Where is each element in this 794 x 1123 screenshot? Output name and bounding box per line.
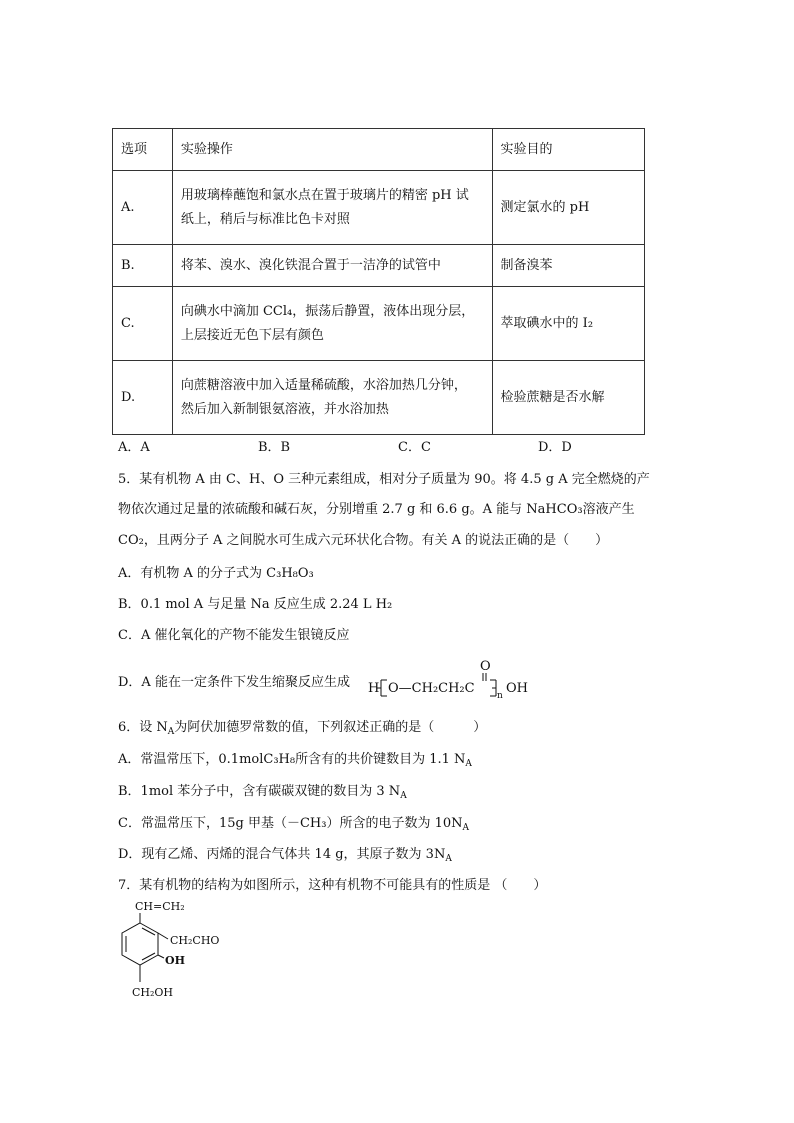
operation-line: 向碘水中滴加 CCl₄，振荡后静置，液体出现分层， xyxy=(180,303,475,319)
label-aldehyde: CH₂CHO xyxy=(170,934,220,947)
polymer-formula xyxy=(368,656,538,702)
header-operation: 实验操作 xyxy=(172,129,492,171)
label-hydroxyl: OH xyxy=(165,954,185,967)
operation-line: 上层接近无色下层有颜色 xyxy=(180,327,324,343)
row-operation xyxy=(172,245,492,287)
formula-subscript-n: n xyxy=(497,691,503,701)
molecule-structure xyxy=(118,896,258,1008)
row-purpose: 萃取碘水中的 I₂ xyxy=(492,287,644,361)
q6-option-b[interactable]: B．1mol 苯分子中，含有碳碳双键的数目为 3 $N_A$ xyxy=(118,784,407,801)
q6-option-a[interactable]: A．常温常压下，0.1molC₃H₈所含有的共价键数目为 1.1 $N_A$ xyxy=(118,752,472,769)
row-purpose: 测定氯水的 pH xyxy=(492,171,644,245)
table-row xyxy=(113,361,645,435)
table-row xyxy=(113,287,645,361)
formula-chain: O—CH₂CH₂C xyxy=(388,681,475,696)
formula-h: H xyxy=(368,681,380,696)
operation-line: 向蔗糖溶液中加入适量稀硫酸，水浴加热几分钟， xyxy=(180,377,467,393)
q4-option-c[interactable]: C．C xyxy=(398,440,431,455)
label-vinyl: CH=CH₂ xyxy=(135,900,185,913)
table-row xyxy=(113,245,645,287)
row-option: A. xyxy=(113,171,173,245)
header-purpose: 实验目的 xyxy=(492,129,644,171)
table-row xyxy=(113,171,645,245)
q4-option-b[interactable]: B．B xyxy=(258,440,291,455)
q5-option-a[interactable]: A．有机物 A 的分子式为 C₃H₈O₃ xyxy=(118,566,314,581)
operation-line: 将苯、溴水、溴化铁混合置于一洁净的试管中 xyxy=(180,257,441,273)
formula-carbonyl-o: O xyxy=(480,659,491,674)
q7-stem: 7．某有机物的结构为如图所示，这种有机物不可能具有的性质是 （ ） xyxy=(118,878,547,893)
q6-stem: 6．设 $N_A$为阿伏加德罗常数的值，下列叙述正确的是（ ） xyxy=(118,720,487,737)
formula-oh: OH xyxy=(506,681,528,696)
row-operation xyxy=(172,171,492,245)
header-option: 选项 xyxy=(113,129,173,171)
q5-option-b[interactable]: B．0.1 mol A 与足量 Na 反应生成 2.24 L H₂ xyxy=(118,597,393,612)
row-purpose: 检验蔗糖是否水解 xyxy=(492,361,644,435)
operation-line: 然后加入新制银氨溶液，并水浴加热 xyxy=(180,401,389,417)
q4-option-a[interactable]: A．A xyxy=(118,440,150,455)
q5-stem-line: CO₂，且两分子 A 之间脱水可生成六元环状化合物。有关 A 的说法正确的是（ ） xyxy=(118,533,609,548)
q5-stem-line: 5．某有机物 A 由 C、H、O 三种元素组成，相对分子质量为 90。将 4.5 g A 完全燃烧的产 xyxy=(118,472,650,487)
label-hydroxymethyl: CH₂OH xyxy=(132,986,174,999)
row-option: B. xyxy=(113,245,173,287)
row-option: D. xyxy=(113,361,173,435)
q4-options xyxy=(118,438,678,458)
experiment-table xyxy=(112,128,645,435)
row-purpose: 制备溴苯 xyxy=(492,245,644,287)
operation-line: 用玻璃棒蘸饱和氯水点在置于玻璃片的精密 pH 试 xyxy=(180,187,469,203)
q4-option-d[interactable]: D．D xyxy=(538,440,572,455)
q6-option-d[interactable]: D．现有乙烯、丙烯的混合气体共 14 g，其原子数为 $3N_A$ xyxy=(118,847,452,864)
q5-option-c[interactable]: C．A 催化氧化的产物不能发生银镜反应 xyxy=(118,628,350,643)
row-operation xyxy=(172,287,492,361)
operation-line: 纸上，稍后与标准比色卡对照 xyxy=(180,211,350,227)
q6-option-c[interactable]: C．常温常压下，15g 甲基（－CH₃）所含的电子数为 $10N_A$ xyxy=(118,816,469,833)
row-operation xyxy=(172,361,492,435)
q5-option-d[interactable]: D．A 能在一定条件下发生缩聚反应生成 xyxy=(118,675,350,690)
row-option: C. xyxy=(113,287,173,361)
q5-stem-line: 物依次通过足量的浓硫酸和碱石灰，分别增重 2.7 g 和 6.6 g。A 能与 NaHCO₃溶液产生 xyxy=(118,502,635,517)
table-header-row xyxy=(113,129,645,171)
